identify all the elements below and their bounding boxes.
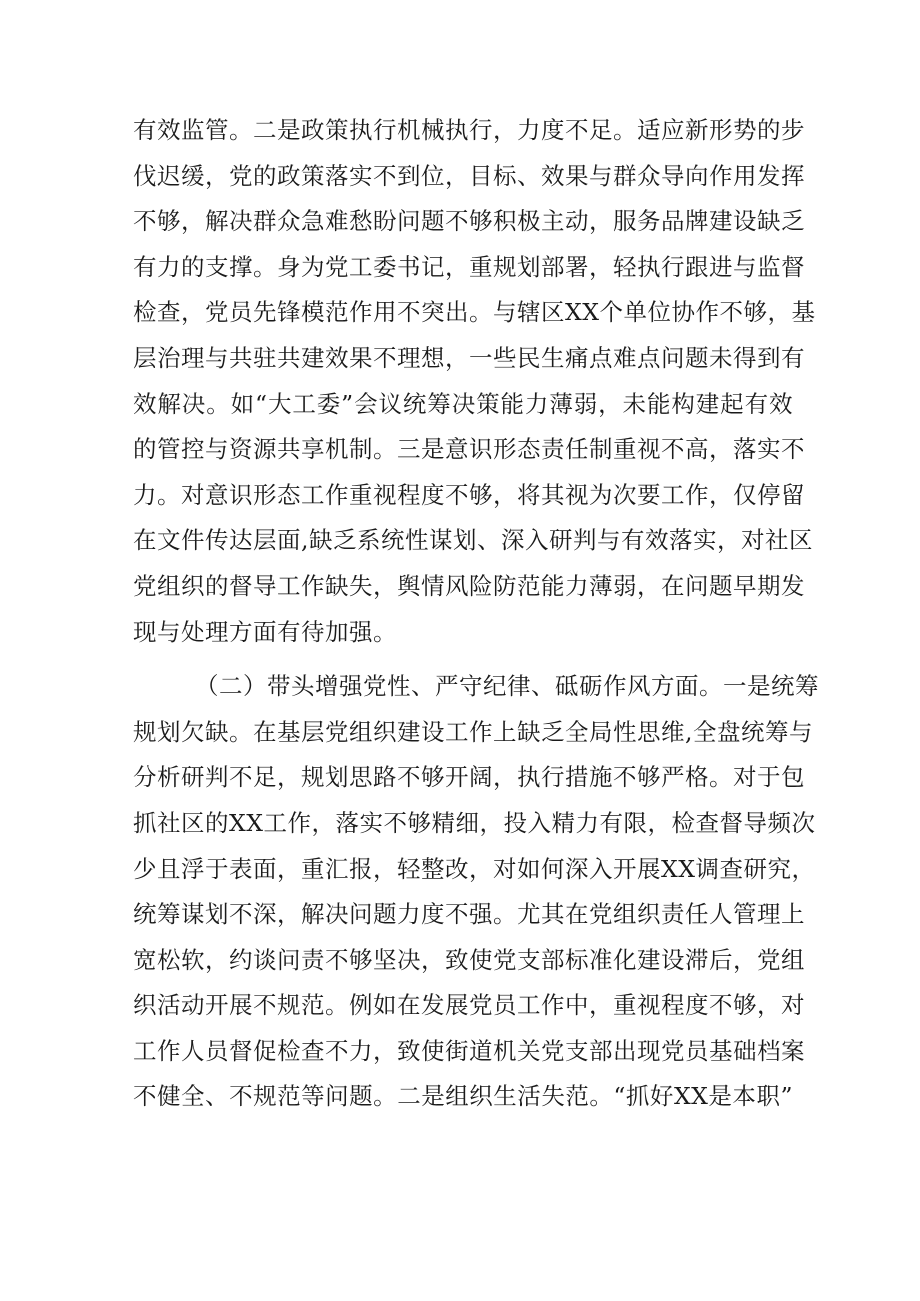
paragraph-1 [133,108,816,655]
document-body [133,108,819,1120]
text-line: 有力的支撑。身为党工委书记，重规划部署，轻执行跟进与监督 [133,252,805,281]
text-line: 在文件传达层面,缺乏系统性谋划、深入研判与有效落实，对社区 [133,526,813,555]
text-line: 工作人员督促检查不力，致使街道机关党支部出现党员基础档案 [133,1036,805,1065]
text-line: 力。对意识形态工作重视程度不够，将其视为次要工作，仅停留 [133,480,805,509]
text-line: 统筹谋划不深，解决问题力度不强。尤其在党组织责任人管理上 [133,900,805,929]
text-line: （二）带头增强党性、严守纪律、砥砺作风方面。一是统筹 [195,672,819,701]
text-line: 分析研判不足，规划思路不够开阔，执行措施不够严格。对于包 [133,763,805,792]
text-line: 检查，党员先锋模范作用不突出。与辖区XX个单位协作不够，基 [133,298,816,327]
text-line: 规划欠缺。在基层党组织建设工作上缺乏全局性思维,全盘统筹与 [133,717,813,746]
text-line: 有效监管。二是政策执行机械执行，力度不足。适应新形势的步 [133,116,805,144]
text-line: 少且浮于表面，重汇报，轻整改，对如何深入开展XX调查研究， [133,854,816,883]
text-line: 不够，解决群众急难愁盼问题不够积极主动，服务品牌建设缺乏 [133,207,805,236]
text-line: 不健全、不规范等问题。二是组织生活失范。“抓好XX是本职” [133,1082,793,1111]
text-line: 抓社区的XX工作，落实不够精细，投入精力有限，检查督导频次 [133,808,816,837]
paragraph-spacer [133,655,793,664]
text-line: 党组织的督导工作缺失，舆情风险防范能力薄弱，在问题早期发 [133,571,805,600]
text-line: 宽松软，约谈问责不够坚决，致使党支部标准化建设滞后，党组 [133,945,805,974]
text-line: 效解决。如“大工委”会议统筹决策能力薄弱，未能构建起有效 [133,389,793,418]
text-line: 层治理与共驻共建效果不理想，一些民生痛点难点问题未得到有 [133,343,805,372]
paragraph-2 [133,664,819,1120]
text-line: 现与处理方面有待加强。 [133,617,397,646]
text-line: 的管控与资源共享机制。三是意识形态责任制重视不高，落实不 [133,435,805,464]
text-line: 织活动开展不规范。例如在发展党员工作中，重视程度不够，对 [133,991,805,1020]
text-line: 伐迟缓，党的政策落实不到位，目标、效果与群众导向作用发挥 [133,161,805,190]
